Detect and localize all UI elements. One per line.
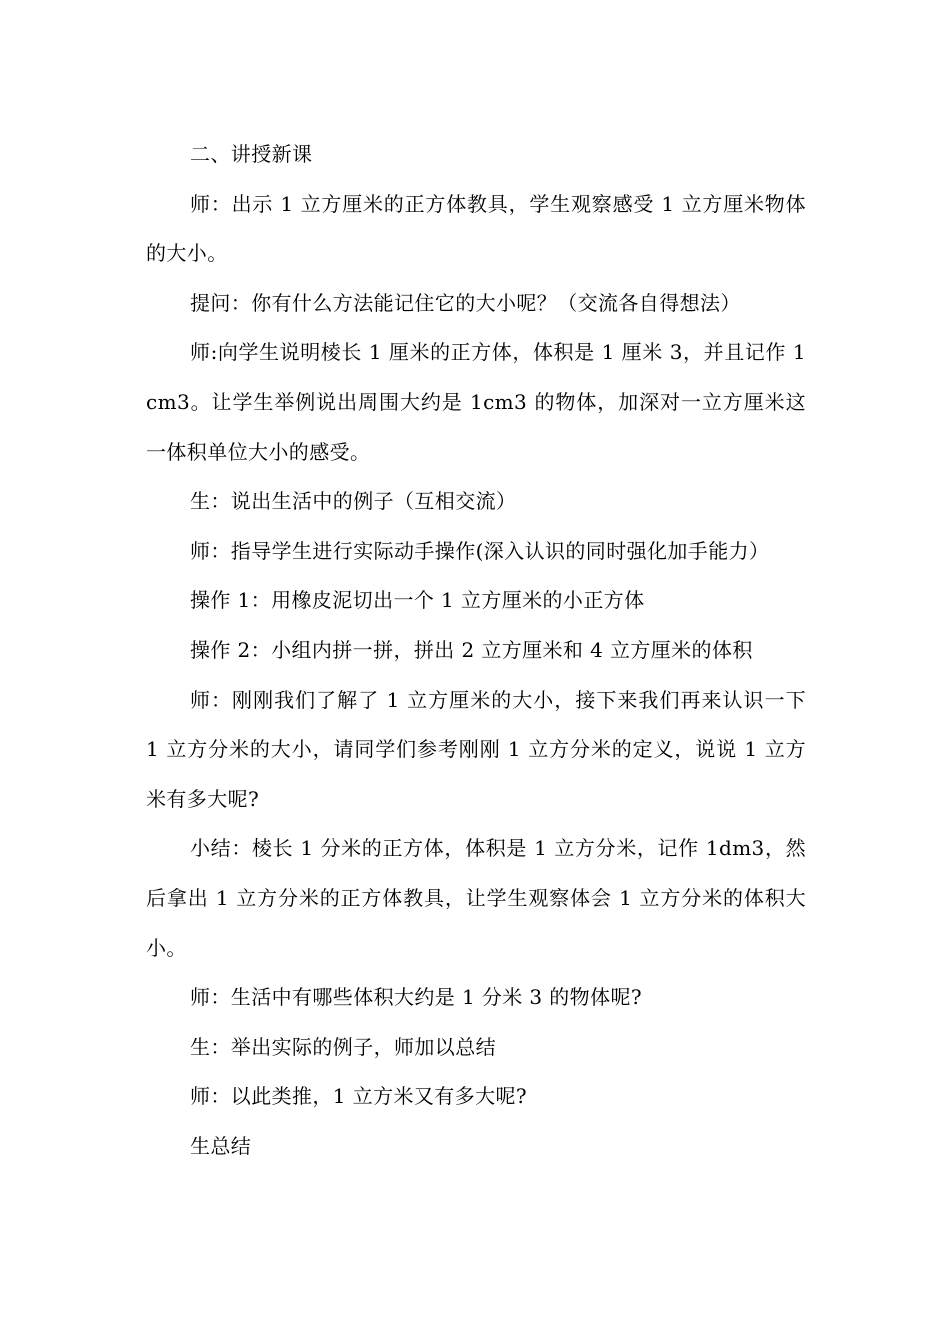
paragraph: 师:向学生说明棱长 1 厘米的正方体，体积是 1 厘米 3，并且记作 1cm3。让学生举例说出周围大约是 1cm3 的物体，加深对一立方厘米这一体积单位大小的感受。 [146,340,806,464]
paragraph: 师：以此类推，1 立方米又有多大呢? [190,1084,528,1109]
paragraph: 师：刚刚我们了解了 1 立方厘米的大小，接下来我们再来认识一下 1 立方分米的大小，请同学们参考刚刚 1 立方分米的定义，说说 1 立方米有多大呢? [146,687,806,811]
document-body [146,130,806,1171]
paragraph: 操作 2：小组内拼一拼，拼出 2 立方厘米和 4 立方厘米的体积 [190,637,753,662]
paragraph: 生：说出生活中的例子（互相交流） [190,489,517,514]
section-heading: 二、讲授新课 [190,142,313,166]
paragraph: 操作 1：用橡皮泥切出一个 1 立方厘米的小正方体 [190,588,645,613]
paragraph: 生总结 [190,1133,252,1158]
paragraph: 师：指导学生进行实际动手操作(深入认识的同时强化加手能力） [190,538,770,563]
paragraph: 小结：棱长 1 分米的正方体，体积是 1 立方分米，记作 1dm3，然后拿出 1 立方分米的正方体教具，让学生观察体会 1 立方分米的体积大小。 [146,836,806,960]
paragraph: 师：出示 1 立方厘米的正方体教具，学生观察感受 1 立方厘米物体的大小。 [146,191,806,266]
paragraph: 提问：你有什么方法能记住它的大小呢？（交流各自得想法） [190,290,741,315]
paragraph: 师：生活中有哪些体积大约是 1 分米 3 的物体呢? [190,985,643,1010]
paragraph: 生：举出实际的例子，师加以总结 [190,1034,496,1059]
